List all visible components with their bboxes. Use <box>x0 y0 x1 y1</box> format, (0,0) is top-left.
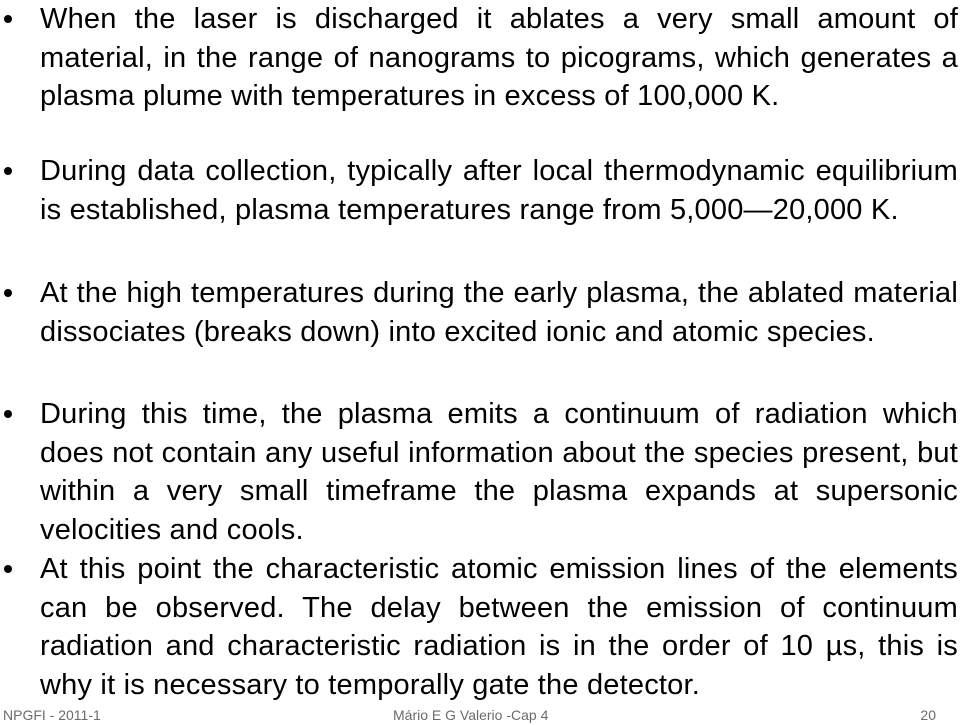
footer-course-label: NPGFI - 2011-1 <box>3 707 101 723</box>
bullet-text: During this time, the plasma emits a continuum of radiation which does not contain any useful information about the species present, but within a very small timeframe the plasma expands at supersonic velocities and cools. <box>40 398 958 546</box>
bullet-dot-icon <box>4 410 12 418</box>
bullet-dot-icon <box>4 289 12 297</box>
bullet-text: At this point the characteristic atomic emission lines of the elements can be observed. The delay between the emission of continuum radiation and characteristic radiation is in the order of 10 µs, this is why it is necessary to temporally gate the detector. <box>40 553 958 701</box>
footer-page-number: 20 <box>920 707 936 723</box>
footer-author-label: Mário E G Valerio -Cap 4 <box>393 707 549 723</box>
bullet-dot-icon <box>4 565 12 573</box>
slide-footer <box>0 705 960 725</box>
bullet-dot-icon <box>4 167 12 175</box>
bullet-text: At the high temperatures during the early plasma, the ablated material dissociates (breaks down) into excited ionic and atomic species. <box>40 277 958 348</box>
bullet-text: When the laser is discharged it ablates a very small amount of material, in the range of nanograms to picograms, which generates a plasma plume with temperatures in excess of 100,000 K. <box>40 3 958 112</box>
bullet-text: During data collection, typically after local thermodynamic equilibrium is established, plasma temperatures range from 5,000—20,000 K. <box>40 155 958 226</box>
bullet-dot-icon <box>4 15 12 23</box>
